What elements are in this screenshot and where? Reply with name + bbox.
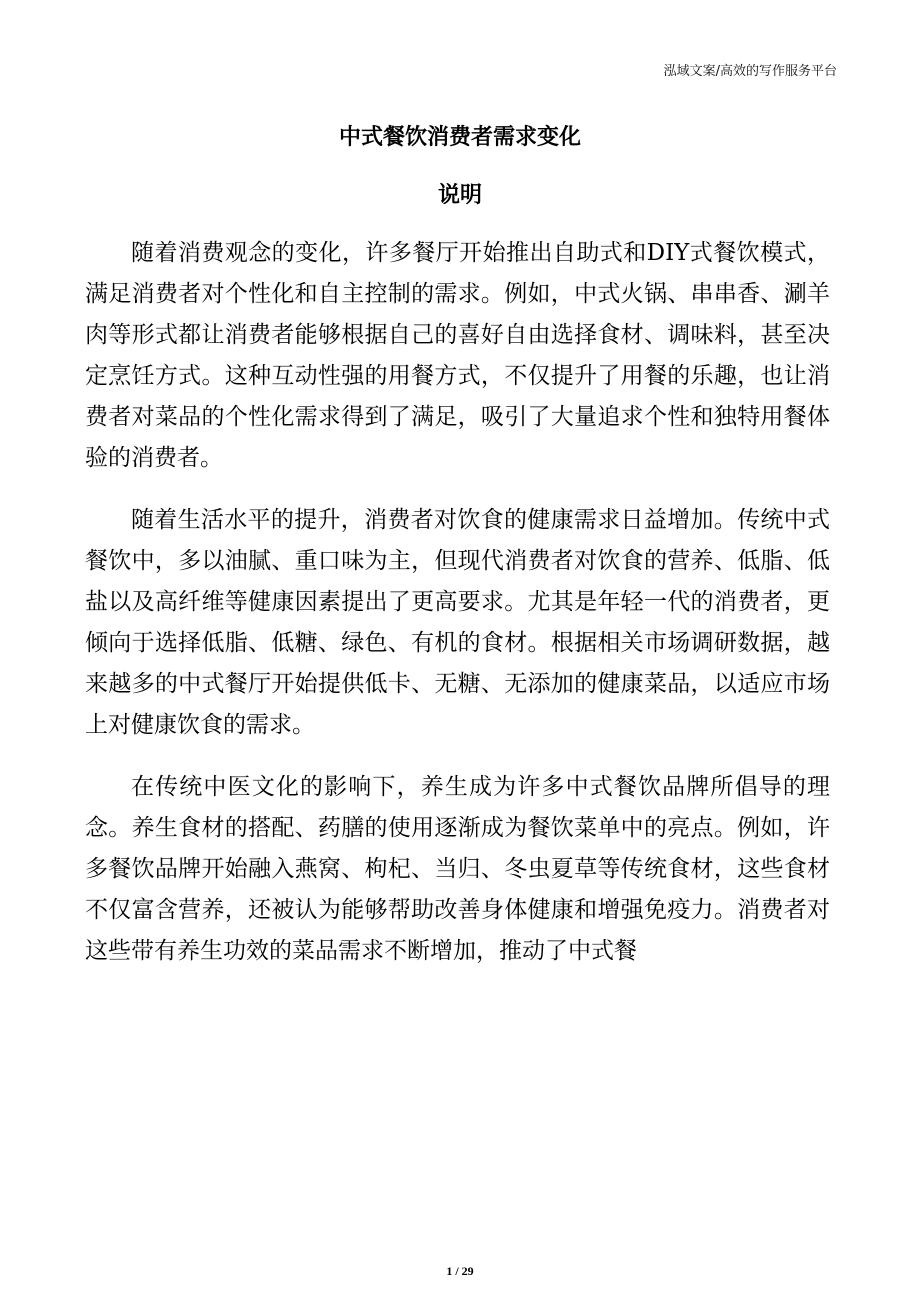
paragraph: 在传统中医文化的影响下，养生成为许多中式餐饮品牌所倡导的理念。养生食材的搭配、药膳的使用逐渐成为餐饮菜单中的亮点。例如，许多餐饮品牌开始融入燕窝、枸杞、当归、冬虫夏草等传统食材，这些食材不仅富含营养，还被认为能够帮助改善身体健康和增强免疫力。消费者对这些带有养生功效的菜品需求不断增加，推动了中式餐: [85, 774, 830, 964]
page-number: 1 / 29: [446, 1264, 474, 1278]
paragraph: 随着生活水平的提升，消费者对饮食的健康需求日益增加。传统中式餐饮中，多以油腻、重口味为主，但现代消费者对饮食的营养、低脂、低盐以及高纤维等健康因素提出了更高要求。尤其是年轻一代的消费者，更倾向于选择低脂、低糖、绿色、有机的食材。根据相关市场调研数据，越来越多的中式餐厅开始提供低卡、无糖、无添加的健康菜品，以适应市场上对健康饮食的需求。: [85, 507, 830, 738]
document-subtitle: 说明: [437, 183, 482, 208]
header-brand: 泓域文案/高效的写作服务平台: [663, 64, 837, 79]
paragraph: 随着消费观念的变化，许多餐厅开始推出自助式和DIY式餐饮模式，满足消费者对个性化和自主控制的需求。例如，中式火锅、串串香、涮羊肉等形式都让消费者能够根据自己的喜好自由选择食材、调味料，甚至决定烹饪方式。这种互动性强的用餐方式，不仅提升了用餐的乐趣，也让消费者对菜品的个性化需求得到了满足，吸引了大量追求个性和独特用餐体验的消费者。: [85, 240, 830, 471]
document-body: [85, 233, 830, 993]
document-title: 中式餐饮消费者需求变化: [338, 125, 581, 150]
